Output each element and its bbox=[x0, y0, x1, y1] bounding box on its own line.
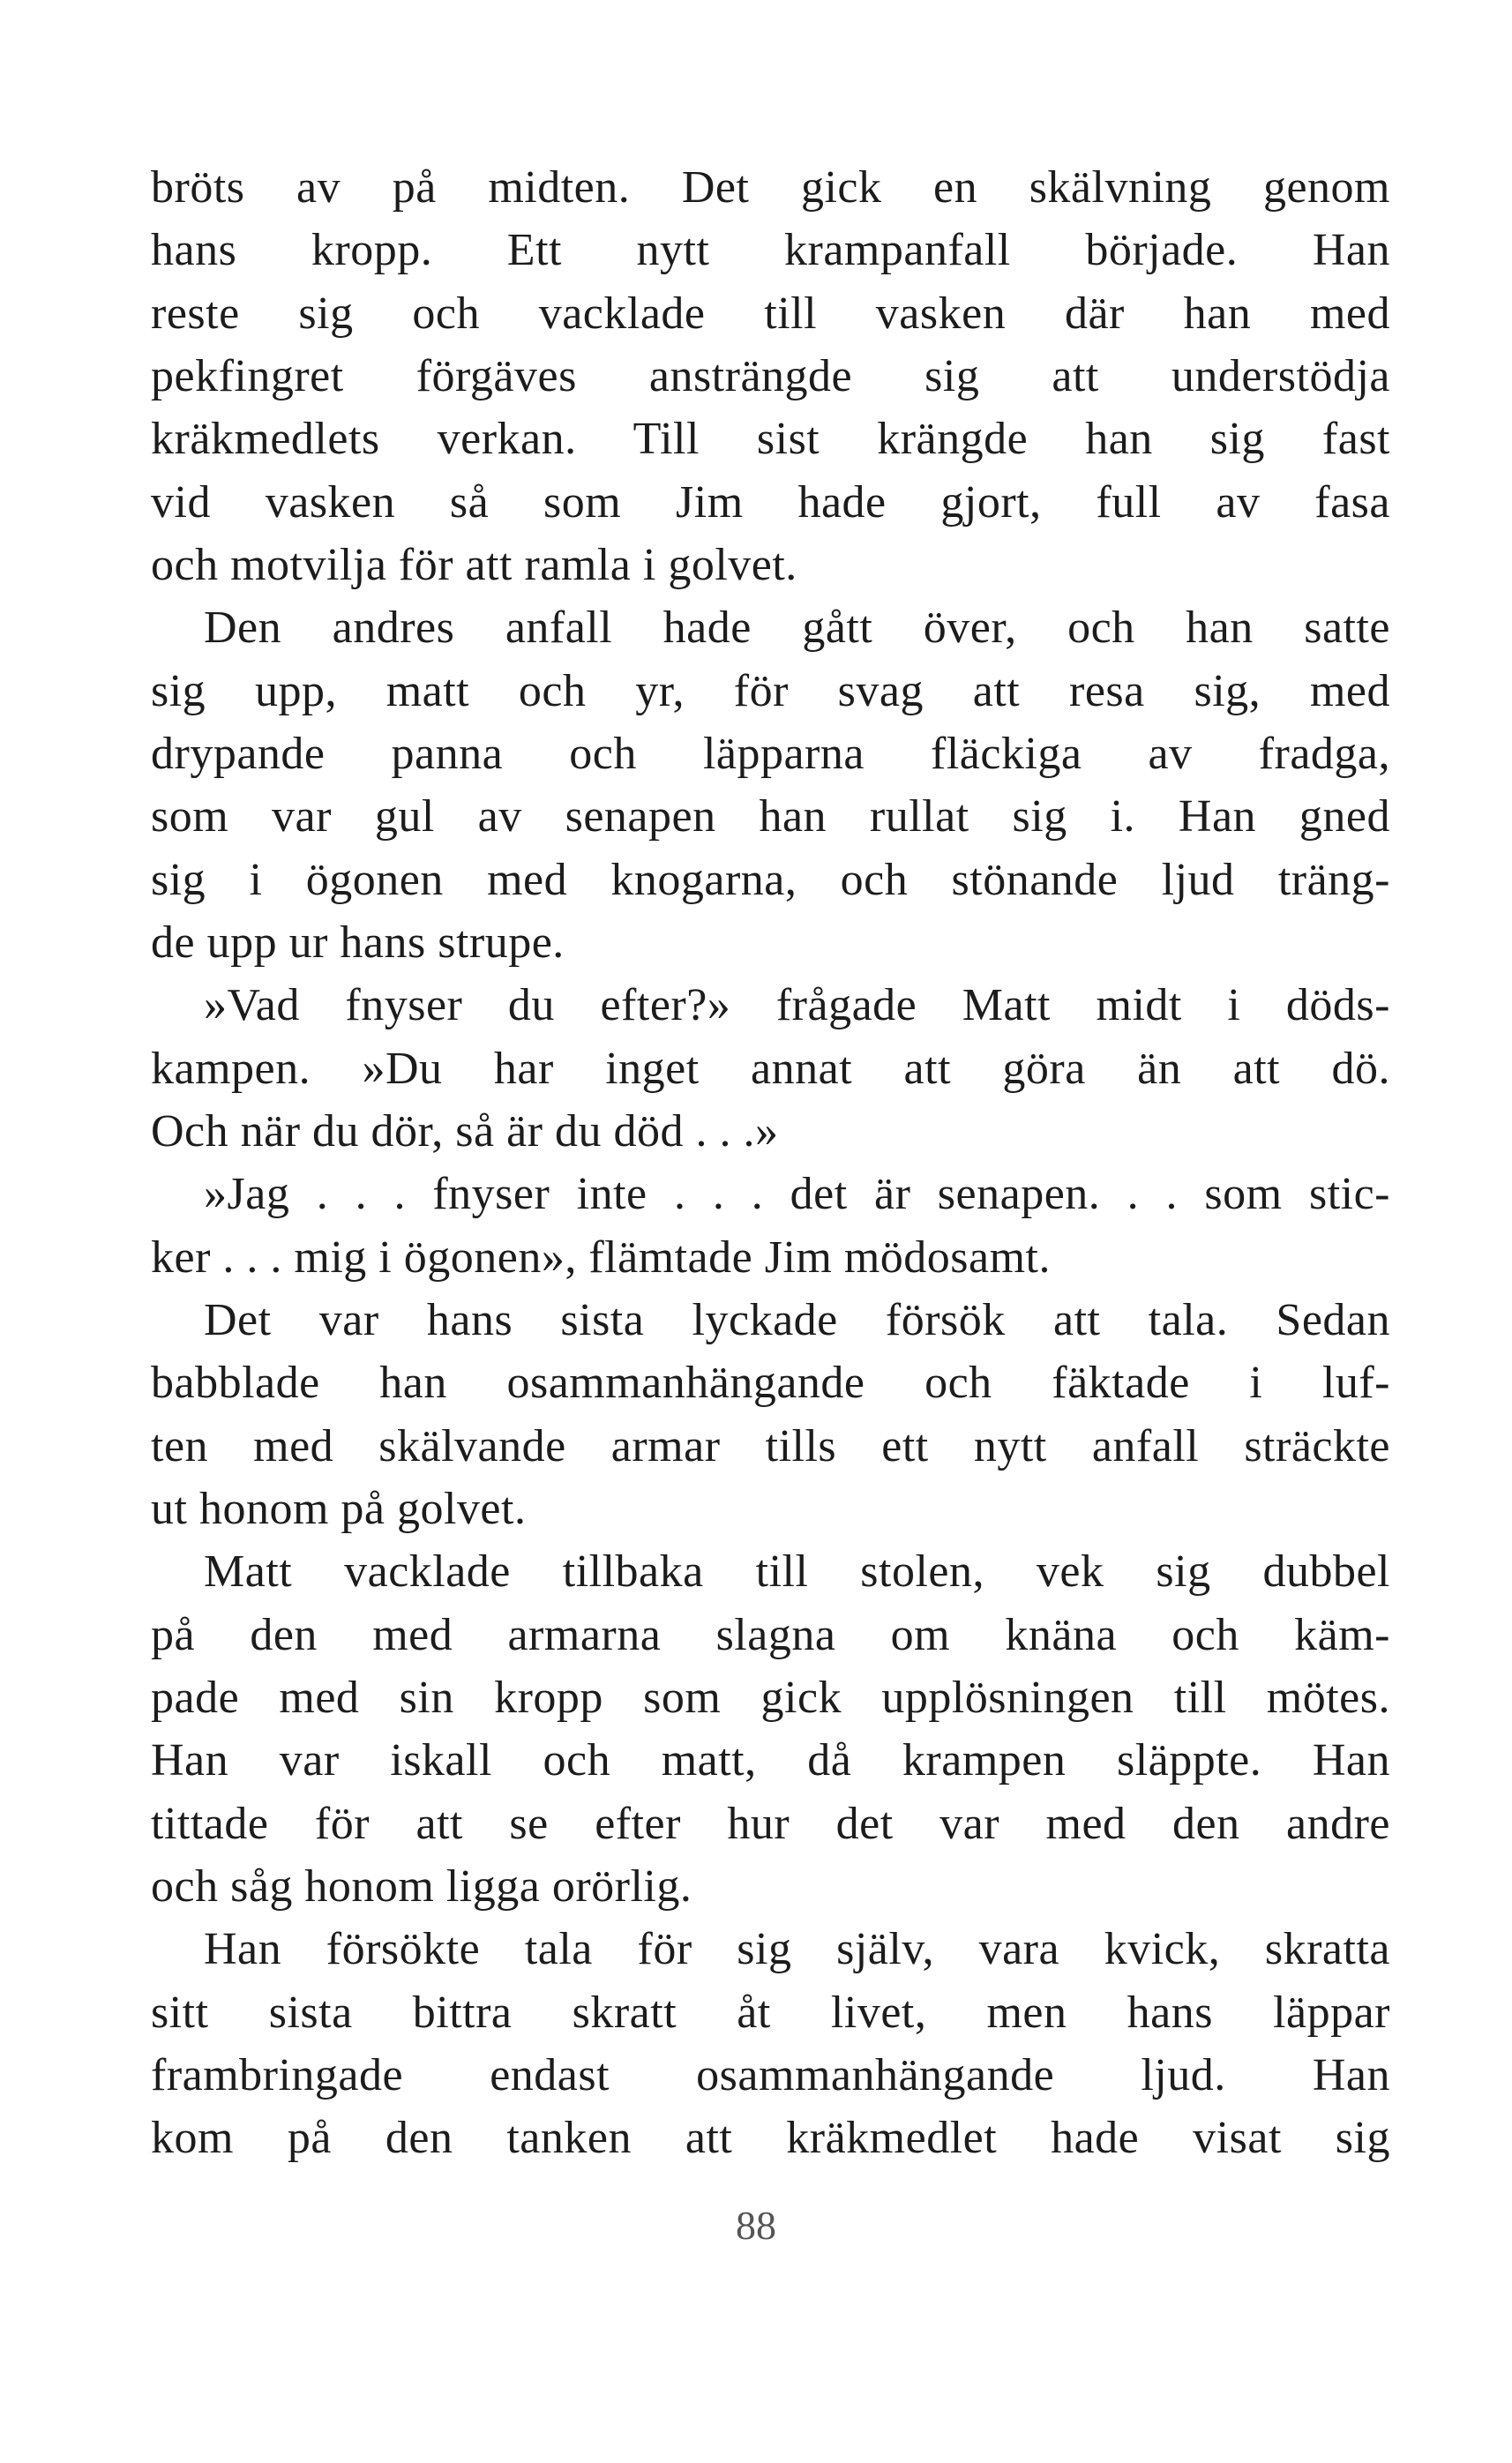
text-line: ten med skälvande armar tills ett nytt anfall sträckte bbox=[151, 1421, 1390, 1471]
text-line: sig upp, matt och yr, för svag att resa sig, med bbox=[151, 666, 1390, 716]
text-line: bröts av på midten. Det gick en skälvning genom bbox=[151, 162, 1390, 213]
text-line: ker . . . mig i ögonen», flämtade Jim mödosamt. bbox=[151, 1232, 1052, 1283]
text-line: och såg honom ligga orörlig. bbox=[151, 1861, 692, 1912]
text-line: frambringade endast osammanhängande ljud. Han bbox=[151, 2050, 1390, 2100]
paragraph-first-line: »Jag . . . fnyser inte . . . det är senapen. . . som stic- bbox=[204, 1169, 1390, 1219]
text-line: Och när du dör, så är du död . . .» bbox=[151, 1106, 779, 1157]
paragraph-first-line: »Vad fnyser du efter?» frågade Matt midt i döds- bbox=[204, 980, 1390, 1030]
paragraph-first-line: Det var hans sista lyckade försök att tala. Sedan bbox=[204, 1295, 1390, 1345]
text-line: Han var iskall och matt, då krampen släppte. Han bbox=[151, 1735, 1390, 1785]
text-line: reste sig och vacklade till vasken där han med bbox=[151, 288, 1390, 339]
text-line: vid vasken så som Jim hade gjort, full av fasa bbox=[151, 477, 1390, 528]
text-line: pade med sin kropp som gick upplösningen till mötes. bbox=[151, 1673, 1390, 1723]
text-line: ut honom på golvet. bbox=[151, 1484, 527, 1534]
text-line: hans kropp. Ett nytt krampanfall började. Han bbox=[151, 225, 1390, 275]
text-line: drypande panna och läpparna fläckiga av fradga, bbox=[151, 729, 1390, 779]
text-line: babblade han osammanhängande och fäktade i luf- bbox=[151, 1358, 1390, 1408]
text-line: på den med armarna slagna om knäna och käm- bbox=[151, 1610, 1390, 1660]
text-line: kampen. »Du har inget annat att göra än att dö. bbox=[151, 1044, 1390, 1094]
text-line: kräkmedlets verkan. Till sist krängde han sig fast bbox=[151, 414, 1390, 464]
paragraph-first-line: Matt vacklade tillbaka till stolen, vek sig dubbel bbox=[204, 1546, 1390, 1597]
text-line: tittade för att se efter hur det var med den andre bbox=[151, 1799, 1390, 1849]
text-line: kom på den tanken att kräkmedlet hade visat sig bbox=[151, 2113, 1390, 2163]
paragraph-first-line: Den andres anfall hade gått över, och han satte bbox=[204, 603, 1390, 653]
page-number: 88 bbox=[736, 2203, 776, 2248]
text-line: sitt sista bittra skratt åt livet, men hans läppar bbox=[151, 1988, 1390, 2038]
paragraph-first-line: Han försökte tala för sig själv, vara kvick, skratta bbox=[204, 1924, 1390, 1974]
text-line: sig i ögonen med knogarna, och stönande ljud träng- bbox=[151, 855, 1390, 905]
text-line: de upp ur hans strupe. bbox=[151, 917, 565, 968]
text-line: pekfingret förgäves ansträngde sig att understödja bbox=[151, 351, 1390, 401]
text-line: och motvilja för att ramla i golvet. bbox=[151, 540, 797, 590]
text-line: som var gul av senapen han rullat sig i. Han gned bbox=[151, 791, 1390, 842]
